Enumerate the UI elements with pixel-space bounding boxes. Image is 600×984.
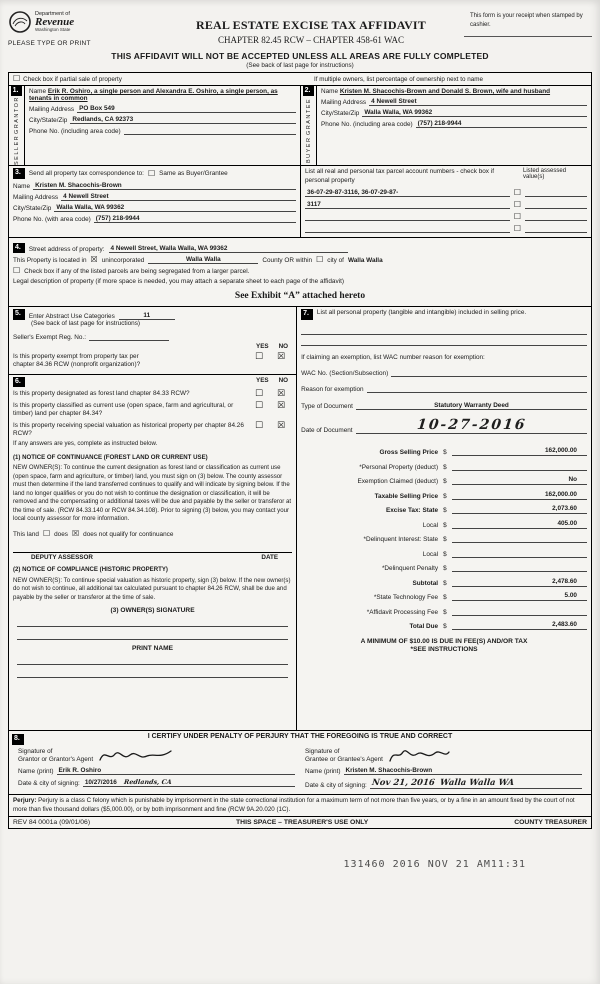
corr-mailing-label: Mailing Address xyxy=(13,193,59,201)
seller-name-value: Erik R. Oshiro, a single person and Alexandra E. Oshiro, a single person, as tenants in common xyxy=(29,88,278,102)
row-label: Total Due xyxy=(409,623,439,631)
owner-signature-line[interactable] xyxy=(17,614,288,627)
dollar-sign: $ xyxy=(443,463,447,471)
corr-name-field xyxy=(13,182,296,190)
corr-mailing-value: 4 Newell Street xyxy=(61,193,296,201)
abstract-use-value: 11 xyxy=(119,312,175,320)
form-body xyxy=(8,72,592,829)
section8-badge: 8. xyxy=(12,734,24,744)
grantee-signature-label xyxy=(305,748,383,764)
yes-header: YES xyxy=(256,342,269,350)
section5-see-back: (See back of last page for instructions) xyxy=(31,319,141,327)
tax-exempt-question-text xyxy=(13,353,248,370)
row-value[interactable] xyxy=(452,607,587,616)
print-name-heading: PRINT NAME xyxy=(132,645,174,653)
seller-phone-label: Phone No. (including area code) xyxy=(29,128,121,135)
seller-fields xyxy=(25,86,300,165)
does-label: does xyxy=(54,530,68,538)
row-value: 2,483.60 xyxy=(452,621,587,630)
dollar-sign: $ xyxy=(443,579,447,587)
grantor-signature-field xyxy=(18,746,295,764)
exempt-reg-field xyxy=(13,333,292,341)
date-of-document-field xyxy=(301,417,587,434)
parcel-number-value xyxy=(305,213,510,221)
tax-exempt-no-checkbox[interactable]: ☒ xyxy=(277,351,286,362)
corr-name-value: Kristen M. Shacochis-Brown xyxy=(33,182,296,190)
reason-value[interactable] xyxy=(367,385,587,393)
grantee-date-value: Nov 21, 2016 xyxy=(371,778,436,789)
grantee-date-city-field xyxy=(305,778,582,789)
tax-exempt-yes-checkbox[interactable]: ☐ xyxy=(255,351,264,362)
grantee-date-label: Date & city of signing: xyxy=(305,782,367,790)
certify-statement: I CERTIFY UNDER PENALTY OF PERJURY THAT THE FOREGOING IS TRUE AND CORRECT xyxy=(147,733,453,741)
seller-csz-value: Redlands, CA 92373 xyxy=(70,116,296,124)
dollar-sign: $ xyxy=(443,507,447,515)
tax-exempt-q2: chapter 84.36 RCW (nonprofit organization)? xyxy=(13,361,141,369)
grantor-city-value: Redlands, CA xyxy=(123,778,172,787)
does-qualify-checkbox[interactable]: ☐ xyxy=(42,528,51,538)
exemption-label: If claiming an exemption, list WAC number reason for exemption: xyxy=(301,353,485,361)
row-value[interactable] xyxy=(452,462,587,471)
buyer-grantee-vertical-label xyxy=(306,96,312,165)
section4 xyxy=(9,237,591,306)
row-label: Local xyxy=(422,521,439,529)
perjury-label: Perjury: xyxy=(13,797,37,805)
dept-line1: Department of xyxy=(35,10,70,17)
forest-land-no-checkbox[interactable]: ☒ xyxy=(277,388,286,399)
taxable-selling-price-row xyxy=(301,485,587,500)
grantee-signature xyxy=(387,746,453,764)
dollar-sign: $ xyxy=(443,449,447,457)
grantor-signature xyxy=(97,746,181,764)
assessed-value-line[interactable] xyxy=(525,225,587,233)
buyer-name-label: Name xyxy=(321,88,339,95)
row-value: 2,478.60 xyxy=(452,578,587,587)
row-label: *State Technology Fee xyxy=(373,594,439,602)
personal-property-line[interactable] xyxy=(301,335,587,346)
grantee-sig-label-2: Grantee or Grantee's Agent xyxy=(305,756,383,764)
section7-badge: 7. xyxy=(301,309,313,319)
row-value: 162,000.00 xyxy=(452,491,587,500)
corr-mailing-field xyxy=(13,193,296,201)
parcel-row xyxy=(305,189,587,197)
buyer-csz-label: City/State/Zip xyxy=(321,110,360,117)
signature-columns xyxy=(13,743,587,789)
corr-csz-field xyxy=(13,204,296,212)
buyer-phone-label: Phone No. (including area code) xyxy=(321,121,413,128)
seller-phone-field xyxy=(29,127,296,135)
buyer-fields xyxy=(317,86,591,165)
warning-line: THIS AFFIDAVIT WILL NOT BE ACCEPTED UNLESS ALL AREAS ARE FULLY COMPLETED xyxy=(111,51,489,61)
exempt-reg-label: Seller's Exempt Reg. No.: xyxy=(13,333,86,341)
deputy-assessor-label: DEPUTY ASSESSOR xyxy=(31,553,93,561)
no-header: NO xyxy=(278,376,289,384)
seller-strip xyxy=(9,86,25,165)
abstract-use-label: Enter Abstract Use Categories xyxy=(28,312,115,320)
seller-name-label: Name xyxy=(29,88,47,95)
this-land-label: This land xyxy=(13,530,39,538)
minimum-fee-note: A MINIMUM OF $10.00 IS DUE IN FEE(S) AND/OR TAX xyxy=(360,638,528,646)
located-in-field xyxy=(13,256,587,264)
section5 xyxy=(9,307,296,373)
excise-tax-local-row xyxy=(301,514,587,529)
send-correspondence-label: Send all property tax correspondence to: xyxy=(28,170,144,178)
grantor-sig-label-2: Grantor or Grantor's Agent xyxy=(18,756,94,764)
grantor-signature-label xyxy=(18,748,93,764)
seller-mailing-field xyxy=(29,105,296,113)
title-column xyxy=(158,10,464,45)
form-header xyxy=(8,10,592,47)
row-label: Gross Selling Price xyxy=(379,449,439,457)
seller-name-field xyxy=(29,88,296,102)
row-label: Excise Tax: State xyxy=(385,507,439,515)
date-of-document-label: Date of Document xyxy=(301,426,353,434)
seller-csz-field xyxy=(29,116,296,124)
current-use-question xyxy=(13,402,292,419)
row-label: Taxable Selling Price xyxy=(374,492,439,500)
delinquent-interest-state-row xyxy=(301,529,587,544)
grantor-name-field xyxy=(18,767,295,775)
street-address-label: Street address of property: xyxy=(28,246,105,254)
date-of-document-value: 10-27-2016 xyxy=(415,416,527,433)
buyer-mailing-field xyxy=(321,98,587,106)
row-label: *Personal Property (deduct) xyxy=(359,463,439,471)
compliance-title: (2) NOTICE OF COMPLIANCE (HISTORIC PROPERTY) xyxy=(13,565,168,573)
row-value: 162,000.00 xyxy=(452,447,587,456)
parcel-headers xyxy=(305,168,587,185)
dollar-sign: $ xyxy=(443,623,447,631)
section7 xyxy=(297,307,591,730)
historical-no-checkbox[interactable]: ☒ xyxy=(277,420,286,431)
does-not-qualify-checkbox[interactable]: ☒ xyxy=(71,528,80,538)
partial-sale-row xyxy=(13,75,300,83)
parcel-number-value: 36-07-29-87-3116, 36-07-29-87- xyxy=(305,189,510,197)
dollar-sign: $ xyxy=(443,608,447,616)
legal-description-value: See Exhibit “A” attached hereto xyxy=(234,291,366,302)
tax-exempt-q1: Is this property exempt from property tax per xyxy=(13,352,139,360)
assessed-value-line[interactable] xyxy=(525,201,587,209)
section5-badge: 5. xyxy=(13,309,25,319)
row-label: Local xyxy=(422,550,439,558)
yes-header: YES xyxy=(256,376,269,384)
section3-parcels xyxy=(300,166,591,237)
buyer-csz-value: Walla Walla, WA 99362 xyxy=(362,109,587,117)
personal-property-checkbox[interactable]: ☐ xyxy=(513,224,521,234)
parcel-number-value xyxy=(305,225,510,233)
dor-logo xyxy=(8,10,158,34)
dollar-sign: $ xyxy=(443,550,447,558)
section6 xyxy=(9,374,296,731)
does-not-label: does not qualify for continuance xyxy=(83,530,174,538)
print-name-line[interactable] xyxy=(17,665,288,678)
see-back-note: (See back of last page for instructions) xyxy=(246,62,354,69)
parcel-row xyxy=(305,201,587,209)
affidavit-processing-fee-row xyxy=(301,601,587,616)
grantor-date-city-field xyxy=(18,778,295,787)
personal-property-checkbox[interactable]: ☐ xyxy=(513,188,521,198)
current-use-no-checkbox[interactable]: ☒ xyxy=(277,400,286,411)
row-label: Exemption Claimed (deduct) xyxy=(357,478,439,486)
historical-yes-checkbox[interactable]: ☐ xyxy=(255,420,264,431)
grantee-signature-field xyxy=(305,746,582,764)
section6-header xyxy=(13,377,292,387)
treasurer-space-label: THIS SPACE – TREASURER'S USE ONLY xyxy=(236,819,369,827)
perjury-text: Perjury is a class C felony which is punishable by imprisonment in the state correctional institution for a maximum term of not more than five years, or by a fine in an amount fixed by the court of not more than five thousand dollars ($5,000.00), or by both imprisonment and fine (RCW 9A.20.020 (1C). xyxy=(13,797,575,813)
top-row xyxy=(9,73,591,85)
historical-question-text: Is this property receiving special valuation as historical property per chapter 84.26 RCW? xyxy=(13,421,244,437)
section5-yes-no-header xyxy=(13,343,292,350)
grantor-date-label: Date & city of signing: xyxy=(18,780,80,788)
grantee-name-value: Kristen M. Shacochis-Brown xyxy=(344,767,582,775)
footer-bar xyxy=(9,816,591,828)
personal-property-line[interactable] xyxy=(301,324,587,335)
buyer-name-field xyxy=(321,88,587,95)
personal-property-label: List all personal property (tangible and intangible) included in selling price. xyxy=(316,309,527,317)
section8 xyxy=(9,730,591,794)
abstract-use-field xyxy=(13,309,292,319)
dollar-sign: $ xyxy=(443,594,447,602)
wac-value[interactable] xyxy=(391,369,587,377)
current-use-yes-checkbox[interactable]: ☐ xyxy=(255,400,264,411)
corr-csz-label: City/State/Zip xyxy=(13,204,52,212)
rev-form-code: REV 84 0001a (09/01/06) xyxy=(13,819,91,827)
middle-columns xyxy=(9,306,591,730)
reason-field xyxy=(301,385,587,393)
buyer-vert-word1: BUYER xyxy=(305,136,312,164)
continuance-title: (1) NOTICE OF CONTINUANCE (FOREST LAND OR CURRENT USE) xyxy=(13,453,208,461)
street-address-value: 4 Newell Street, Walla Walla, WA 99362 xyxy=(109,245,348,253)
unincorporated-checkbox[interactable]: ☒ xyxy=(90,255,98,265)
form-title: REAL ESTATE EXCISE TAX AFFIDAVIT xyxy=(195,18,427,32)
grantor-name-label: Name (print) xyxy=(18,768,54,776)
partial-sale-label: Check box if partial sale of property xyxy=(23,75,122,83)
forest-land-yes-checkbox[interactable]: ☐ xyxy=(255,388,264,399)
seller-vert-word1: SELLER xyxy=(13,135,20,166)
current-use-question-text: Is this property classified as current use (open space, farm and agricultural, or timber) land per chapter 84.34? xyxy=(13,401,234,418)
exempt-reg-value[interactable] xyxy=(89,333,169,341)
dollar-sign: $ xyxy=(443,492,447,500)
seller-mailing-value: PO Box 549 xyxy=(77,105,296,113)
segregated-label: Check box if any of the listed parcels are being segregated from a larger parcel. xyxy=(24,268,250,276)
legal-description-field xyxy=(13,278,587,285)
assessed-value-header: Listed assessed value(s) xyxy=(523,168,567,181)
section3-correspondence xyxy=(9,166,300,237)
located-prefix: This Property is located in xyxy=(13,257,87,265)
reason-label: Reason for exemption xyxy=(301,385,364,393)
unincorporated-label: unincorporated xyxy=(101,257,145,265)
corr-phone-field xyxy=(13,215,296,223)
type-of-document-field xyxy=(301,402,587,410)
perjury-notice xyxy=(9,794,591,816)
row-label: *Delinquent Penalty xyxy=(381,565,439,573)
buyer-mailing-label: Mailing Address xyxy=(321,99,367,106)
row-value: 405.00 xyxy=(452,520,587,529)
continuance-qualify-field xyxy=(13,530,292,538)
row-value: No xyxy=(452,476,587,485)
legal-description-label: Legal description of property (if more space is needed, you may attach a separate sheet to each page of the affidavit) xyxy=(13,278,344,286)
wac-label: WAC No. (Section/Subsection) xyxy=(301,369,389,377)
section7-header xyxy=(301,309,587,319)
county-value: Walla Walla xyxy=(148,256,258,264)
type-of-document-label: Type of Document xyxy=(301,402,353,410)
dor-seal-icon xyxy=(8,10,32,34)
parcel-row xyxy=(305,225,587,233)
row-value: 2,073.60 xyxy=(452,505,587,514)
row-label: *Delinquent Interest: State xyxy=(363,536,439,544)
grantee-name-field xyxy=(305,767,582,775)
treasurer-use-area xyxy=(8,829,592,929)
assessed-value-line[interactable] xyxy=(525,189,587,197)
partial-sale-checkbox[interactable]: ☐ xyxy=(13,74,21,83)
compliance-text: NEW OWNER(S): To continue special valuation as historic property, sign (3) below. If the new owner(s) do not wish to continue, all additional tax calculated pursuant to chapter 84.26 RCW, shall be due and payable by the seller or transferor at the time of sale. xyxy=(13,576,291,601)
corr-phone-value: (757) 218-9944 xyxy=(94,215,296,223)
section3-badge: 3. xyxy=(13,168,25,178)
multiple-owners-note: If multiple owners, list percentage of ownership next to name xyxy=(314,75,484,83)
row-label: Subtotal xyxy=(412,579,439,587)
segregated-checkbox[interactable]: ☐ xyxy=(13,266,21,276)
dollar-sign: $ xyxy=(443,521,447,529)
grantor-date-value: 10/27/2016 xyxy=(84,779,117,787)
grantee-city-value: Walla Walla WA xyxy=(439,778,515,789)
parties-row xyxy=(9,85,591,165)
personal-property-checkbox[interactable]: ☐ xyxy=(513,212,521,222)
dollar-sign: $ xyxy=(443,536,447,544)
personal-property-deduct-row xyxy=(301,456,587,471)
delinquent-penalty-row xyxy=(301,558,587,573)
section4-badge: 4. xyxy=(13,243,25,253)
seller-phone-value xyxy=(124,127,296,135)
owner-signature-line[interactable] xyxy=(17,627,288,640)
section2-badge: 2. xyxy=(303,86,315,96)
buyer-mailing-value: 4 Newell Street xyxy=(369,98,587,106)
forest-land-question-text: Is this property designated as forest land chapter 84.33 RCW? xyxy=(13,389,190,397)
row-value: 5.00 xyxy=(452,592,587,601)
parcel-header-label: List all real and personal tax parcel account numbers - check box if personal property xyxy=(305,168,494,184)
total-due-row xyxy=(301,616,587,631)
buyer-phone-value: (757) 218-9944 xyxy=(416,120,587,128)
deputy-date-label: DATE xyxy=(261,553,279,561)
city-of-label: city of xyxy=(327,257,344,265)
grantor-sig-label-1: Signature of xyxy=(18,748,53,756)
grantee-signature-column xyxy=(300,743,587,789)
forest-land-question xyxy=(13,390,292,399)
subtotal-row xyxy=(301,572,587,587)
dor-logo-text xyxy=(35,12,74,33)
continuance-text: NEW OWNER(S): To continue the current designation as forest land or classification as current use (open space, farm and agriculture, or timber) land, you must sign on (3) below. The county assessor must then determine if the land transferred continues to qualify and will indicate by signing below. If the land no longer qualifies or you do not wish to continue the designation or classification, it will be removed and the compensating or additional taxes will be due and payable by the seller or transferor at the time of sale. (RCW 84.33.140 or RCW 84.34.108). Prior to signing (3) below, you may contact your local county assessor for more information. xyxy=(13,464,292,523)
form-subtitle: CHAPTER 82.45 RCW – CHAPTER 458-61 WAC xyxy=(218,35,404,45)
parcel-row xyxy=(305,213,587,221)
buyer-csz-field xyxy=(321,109,587,117)
wac-field xyxy=(301,369,587,377)
section6-yes-no-header xyxy=(256,377,292,387)
section3 xyxy=(9,165,591,237)
seller-csz-label: City/State/Zip xyxy=(29,117,68,124)
corr-phone-label: Phone No. (with area code) xyxy=(13,215,91,223)
owners-signature-heading: (3) OWNER(S) SIGNATURE xyxy=(110,607,195,615)
buyer-phone-field xyxy=(321,120,587,128)
section6-badge: 6. xyxy=(13,377,25,387)
deputy-assessor-labels xyxy=(13,553,292,561)
assessed-value-line[interactable] xyxy=(525,213,587,221)
please-type-label: PLEASE TYPE OR PRINT xyxy=(8,40,91,47)
logo-column xyxy=(8,10,158,47)
same-as-buyer-label: Same as Buyer/Grantee xyxy=(159,170,228,178)
tax-exempt-question xyxy=(13,353,292,370)
see-instructions-note: *SEE INSTRUCTIONS xyxy=(410,646,478,654)
city-value: Walla Walla xyxy=(347,257,383,265)
historical-question xyxy=(13,422,292,439)
grantee-sig-label-1: Signature of xyxy=(305,748,340,756)
excise-tax-state-row xyxy=(301,500,587,515)
seller-grantor-vertical-label xyxy=(14,96,20,165)
left-column xyxy=(9,307,297,730)
parcel-number-value: 3117 xyxy=(305,201,510,209)
seller-vert-word2: GRANTOR xyxy=(13,96,20,135)
county-treasurer-label: COUNTY TREASURER xyxy=(514,819,587,827)
seller-mailing-label: Mailing Address xyxy=(29,106,75,113)
state-technology-fee-row xyxy=(301,587,587,602)
corr-name-label: Name xyxy=(13,182,31,190)
receipt-note: This form is your receipt when stamped by cashier. xyxy=(464,10,592,37)
cashier-stamp: 131460 2016 NOV 21 AM11:31 xyxy=(343,859,526,871)
dollar-sign: $ xyxy=(443,565,447,573)
dept-line2: Revenue xyxy=(35,16,75,28)
row-value[interactable] xyxy=(452,563,587,572)
excise-tax-table xyxy=(301,442,587,631)
grantor-name-value: Erik R. Oshiro xyxy=(57,767,295,775)
buyer-strip xyxy=(301,86,317,165)
dept-line3: Washington State xyxy=(35,27,71,32)
segregated-field xyxy=(13,267,587,275)
dollar-sign: $ xyxy=(443,478,447,486)
row-value[interactable] xyxy=(452,534,587,543)
seller-box xyxy=(9,86,300,165)
buyer-vert-word2: GRANTEE xyxy=(305,98,312,136)
section1-badge: 1. xyxy=(11,86,23,96)
delinquent-interest-local-row xyxy=(301,543,587,558)
street-address-field xyxy=(13,243,587,253)
type-of-document-value: Statutory Warranty Deed xyxy=(356,402,587,410)
personal-property-checkbox[interactable]: ☐ xyxy=(513,200,521,210)
row-value[interactable] xyxy=(452,549,587,558)
gross-selling-price-row xyxy=(301,442,587,457)
corr-csz-value: Walla Walla, WA 99362 xyxy=(54,204,296,212)
print-name-line[interactable] xyxy=(17,652,288,665)
city-checkbox[interactable]: ☐ xyxy=(316,255,324,265)
if-yes-note: If any answers are yes, complete as instructed below. xyxy=(13,440,158,448)
exemption-claimed-row xyxy=(301,471,587,486)
row-label: *Affidavit Processing Fee xyxy=(366,608,439,616)
no-header: NO xyxy=(278,342,289,350)
buyer-box xyxy=(300,86,591,165)
grantee-name-label: Name (print) xyxy=(305,768,341,776)
grantor-signature-column xyxy=(13,743,300,789)
correspondence-header xyxy=(13,168,296,178)
same-as-buyer-checkbox[interactable]: ☐ xyxy=(147,168,156,178)
buyer-name-value: Kristen M. Shacochis-Brown and Donald S. Brown, wife and husband xyxy=(339,88,551,95)
county-or-label: County OR within xyxy=(262,257,313,265)
